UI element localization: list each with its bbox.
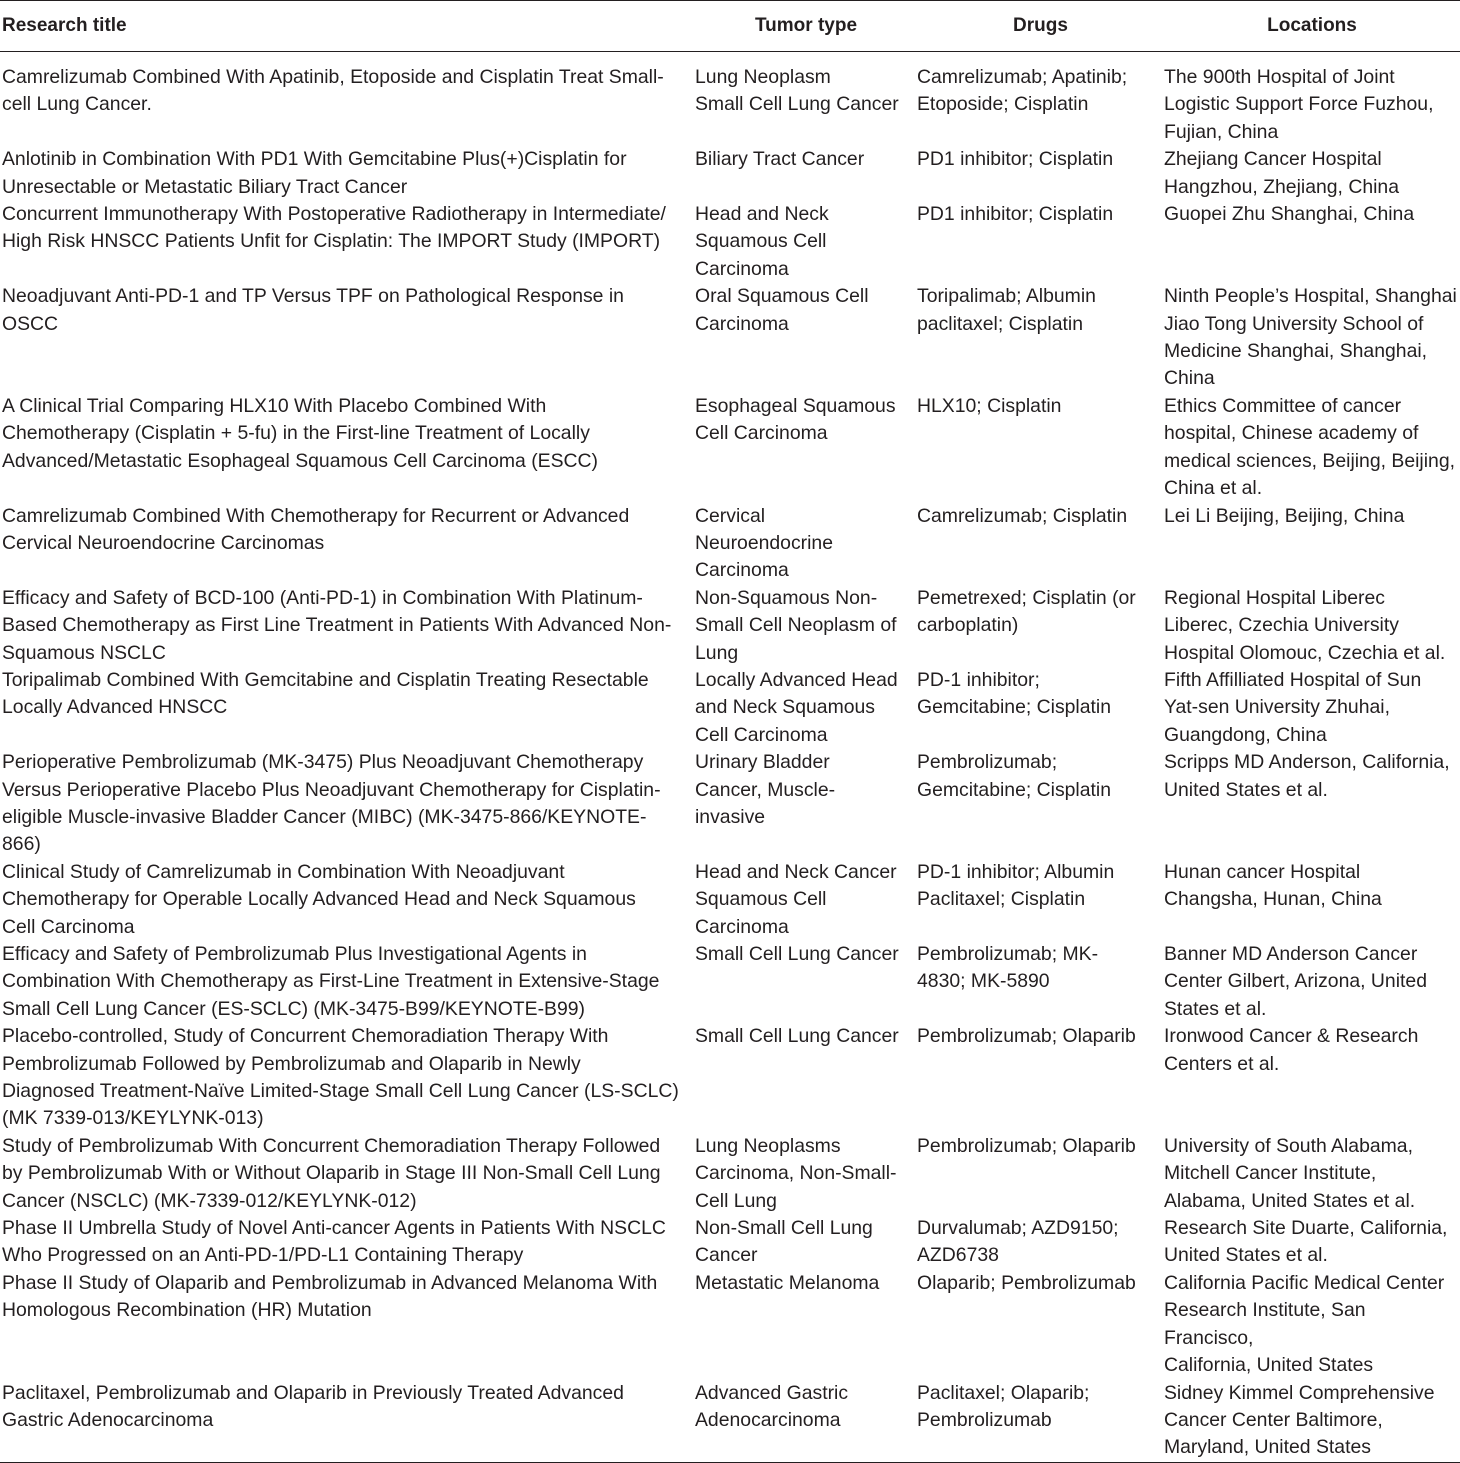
cell-locations: Research Site Duarte, California, United States et al. — [1164, 1217, 1448, 1267]
cell-research-title: Study of Pembrolizumab With Concurrent Chemoradiation Therapy Followed by Pembrolizumab With or Without Olaparib in Stage III Non-Small Cell Lung Cancer (NSCLC) (MK-7339-012/KEYLYNK-012) — [2, 1134, 661, 1212]
cell-drugs: HLX10; Cisplatin — [917, 394, 1062, 417]
cell-drugs: Pemetrexed; Cisplatin (or carboplatin) — [917, 586, 1136, 637]
header-tumor-type: Tumor type — [754, 15, 858, 36]
cell-drugs: PD1 inhibitor; Cisplatin — [917, 203, 1114, 226]
cell-tumor-type: Esophageal Squamous Cell Carcinoma — [695, 394, 896, 445]
cell-drugs: PD-1 inhibitor; Gemcitabine; Cisplatin — [917, 668, 1111, 719]
cell-research-title: Efficacy and Safety of BCD-100 (Anti-PD-1) in Combination With Platinum- Based Chemotherapy as First Line Treatment in Patients With Advanced Non- Squamous NSCLC — [2, 586, 672, 664]
cell-drugs: Paclitaxel; Olaparib; Pembrolizumab — [917, 1381, 1090, 1431]
cell-research-title: Perioperative Pembrolizumab (MK-3475) Plus Neoadjuvant Chemotherapy Versus Perioperative Placebo Plus Neoadjuvant Chemotherapy for Cisplatin- eligible Muscle-invasive Bladder Cancer (MIBC) (MK-3475-866/KEYNOTE- 866) — [2, 751, 661, 856]
cell-tumor-type: Non-Squamous Non- Small Cell Neoplasm of Lung — [695, 586, 897, 664]
cell-research-title: Neoadjuvant Anti-PD-1 and TP Versus TPF on Pathological Response in OSCC — [2, 285, 624, 335]
cell-locations: Hunan cancer Hospital Changsha, Hunan, China — [1164, 860, 1382, 911]
table-header — [0, 1, 1460, 52]
table-row — [0, 1023, 1460, 1133]
cell-drugs: Toripalimab; Albumin paclitaxel; Cisplatin — [917, 285, 1096, 335]
cell-locations: California Pacific Medical Center Research Institute, San Francisco, California, United States — [1164, 1271, 1445, 1377]
cell-tumor-type: Lung Neoplasms Carcinoma, Non-Small- Cell Lung — [695, 1134, 897, 1212]
cell-research-title: Phase II Umbrella Study of Novel Anti-cancer Agents in Patients With NSCLC Who Progressed on an Anti-PD-1/PD-L1 Containing Therapy — [2, 1217, 666, 1267]
cell-research-title: Camrelizumab Combined With Apatinib, Etoposide and Cisplatin Treat Small- cell Lung Cancer. — [2, 66, 664, 116]
cell-locations: Regional Hospital Liberec Liberec, Czechia University Hospital Olomouc, Czechia et al. — [1164, 586, 1446, 664]
header-locations: Locations — [1267, 15, 1357, 36]
cell-research-title: Placebo-controlled, Study of Concurrent Chemoradiation Therapy With Pembrolizumab Followed by Pembrolizumab and Olaparib in Newly Diagnosed Treatment-Naïve Limited-Stage Small Cell Lung Cancer (LS-SCLC) (MK 7339-013/KEYLYNK-013) — [2, 1025, 679, 1130]
cell-tumor-type: Small Cell Lung Cancer — [695, 943, 899, 965]
cell-tumor-type: Advanced Gastric Adenocarcinoma — [695, 1381, 849, 1431]
table-row — [0, 52, 1460, 147]
cell-locations: Ironwood Cancer & Research Centers et al. — [1164, 1025, 1419, 1075]
cell-drugs: Pembrolizumab; MK- 4830; MK-5890 — [917, 943, 1099, 993]
cell-tumor-type: Small Cell Lung Cancer — [695, 1025, 899, 1048]
cell-research-title: Camrelizumab Combined With Chemotherapy for Recurrent or Advanced Cervical Neuroendocrine Carcinomas — [2, 504, 630, 554]
cell-research-title: Concurrent Immunotherapy With Postoperative Radiotherapy in Intermediate/ High Risk HNSCC Patients Unfit for Cisplatin: The IMPORT Study (IMPORT) — [2, 203, 666, 253]
cell-research-title: Efficacy and Safety of Pembrolizumab Plus Investigational Agents in Combination With Chemotherapy as First-Line Treatment in Extensive-Stage Small Cell Lung Cancer (ES-SCLC) (MK-3475-B99/KEYNOTE-B99) — [2, 943, 660, 1020]
table-row — [0, 859, 1460, 941]
cell-locations: The 900th Hospital of Joint Logistic Support Force Fuzhou, Fujian, China — [1164, 66, 1434, 143]
cell-tumor-type: Metastatic Melanoma — [695, 1271, 880, 1294]
table-row — [0, 393, 1460, 503]
cell-locations: Scripps MD Anderson, California, United States et al. — [1164, 751, 1450, 801]
table-row — [0, 146, 1460, 201]
cell-locations: Zhejiang Cancer Hospital Hangzhou, Zhejiang, China — [1164, 148, 1399, 198]
cell-research-title: Phase II Study of Olaparib and Pembrolizumab in Advanced Melanoma With Homologous Recombination (HR) Mutation — [2, 1271, 658, 1322]
cell-research-title: Toripalimab Combined With Gemcitabine and Cisplatin Treating Resectable Locally Advanced HNSCC — [2, 668, 649, 719]
cell-tumor-type: Biliary Tract Cancer — [695, 148, 865, 171]
cell-locations: Ethics Committee of cancer hospital, Chinese academy of medical sciences, Beijing, Beijing, China et al. — [1164, 394, 1456, 500]
cell-tumor-type: Head and Neck Cancer Squamous Cell Carcinoma — [695, 860, 897, 938]
table-row — [0, 749, 1460, 859]
header-research-title: Research title — [2, 15, 127, 36]
table-row — [0, 1270, 1460, 1380]
cell-research-title: Anlotinib in Combination With PD1 With Gemcitabine Plus(+)Cisplatin for Unresectable or Metastatic Biliary Tract Cancer — [2, 148, 627, 198]
table-row — [0, 585, 1460, 667]
header-row — [0, 1, 1460, 52]
cell-drugs: Camrelizumab; Apatinib; Etoposide; Cisplatin — [917, 66, 1128, 116]
table-row — [0, 941, 1460, 1023]
cell-locations: Lei Li Beijing, Beijing, China — [1164, 504, 1405, 527]
cell-locations: Banner MD Anderson Cancer Center Gilbert, Arizona, United States et al. — [1164, 943, 1427, 1020]
table-body — [0, 52, 1460, 1463]
table-row — [0, 1133, 1460, 1215]
cell-tumor-type: Head and Neck Squamous Cell Carcinoma — [695, 203, 829, 280]
cell-drugs: Pembrolizumab; Olaparib — [917, 1025, 1136, 1048]
cell-drugs: Pembrolizumab; Olaparib — [917, 1134, 1136, 1157]
cell-tumor-type: Oral Squamous Cell Carcinoma — [695, 285, 869, 335]
cell-tumor-type: Non-Small Cell Lung Cancer — [695, 1217, 873, 1267]
table-row — [0, 667, 1460, 749]
table-row — [0, 1215, 1460, 1270]
cell-drugs: Durvalumab; AZD9150; AZD6738 — [917, 1217, 1119, 1267]
cell-locations: Fifth Affilliated Hospital of Sun Yat-sen University Zhuhai, Guangdong, China — [1164, 668, 1422, 746]
cell-drugs: PD1 inhibitor; Cisplatin — [917, 148, 1114, 171]
table-row — [0, 283, 1460, 393]
cell-tumor-type: Urinary Bladder Cancer, Muscle- invasive — [695, 751, 836, 828]
cell-tumor-type: Cervical Neuroendocrine Carcinoma — [695, 504, 833, 582]
cell-research-title: Clinical Study of Camrelizumab in Combination With Neoadjuvant Chemotherapy for Operable Locally Advanced Head and Neck Squamous Cell Carcinoma — [2, 860, 636, 938]
table-row — [0, 503, 1460, 585]
header-drugs: Drugs — [1013, 15, 1068, 36]
cell-locations: Sidney Kimmel Comprehensive Cancer Center Baltimore, Maryland, United States — [1164, 1381, 1435, 1459]
cell-locations: Ninth People’s Hospital, Shanghai Jiao Tong University School of Medicine Shanghai, Shanghai, China — [1164, 285, 1457, 390]
cell-research-title: Paclitaxel, Pembrolizumab and Olaparib in Previously Treated Advanced Gastric Adenocarcinoma — [2, 1381, 624, 1431]
cell-drugs: PD-1 inhibitor; Albumin Paclitaxel; Cisplatin — [917, 860, 1115, 911]
table-row — [0, 201, 1460, 283]
cell-tumor-type: Locally Advanced Head and Neck Squamous Cell Carcinoma — [695, 668, 898, 746]
cell-locations: University of South Alabama, Mitchell Cancer Institute, Alabama, United States et al. — [1164, 1134, 1416, 1212]
cell-research-title: A Clinical Trial Comparing HLX10 With Placebo Combined With Chemotherapy (Cisplatin + 5-fu) in the First-line Treatment of Locally Advanced/Metastatic Esophageal Squamous Cell Carcinoma (ESCC) — [2, 394, 599, 472]
cell-drugs: Olaparib; Pembrolizumab — [917, 1271, 1136, 1294]
cell-tumor-type: Lung Neoplasm Small Cell Lung Cancer — [695, 66, 899, 116]
table-row — [0, 1380, 1460, 1463]
cell-drugs: Camrelizumab; Cisplatin — [917, 504, 1128, 527]
cell-locations: Guopei Zhu Shanghai, China — [1164, 203, 1415, 226]
cell-drugs: Pembrolizumab; Gemcitabine; Cisplatin — [917, 751, 1111, 801]
